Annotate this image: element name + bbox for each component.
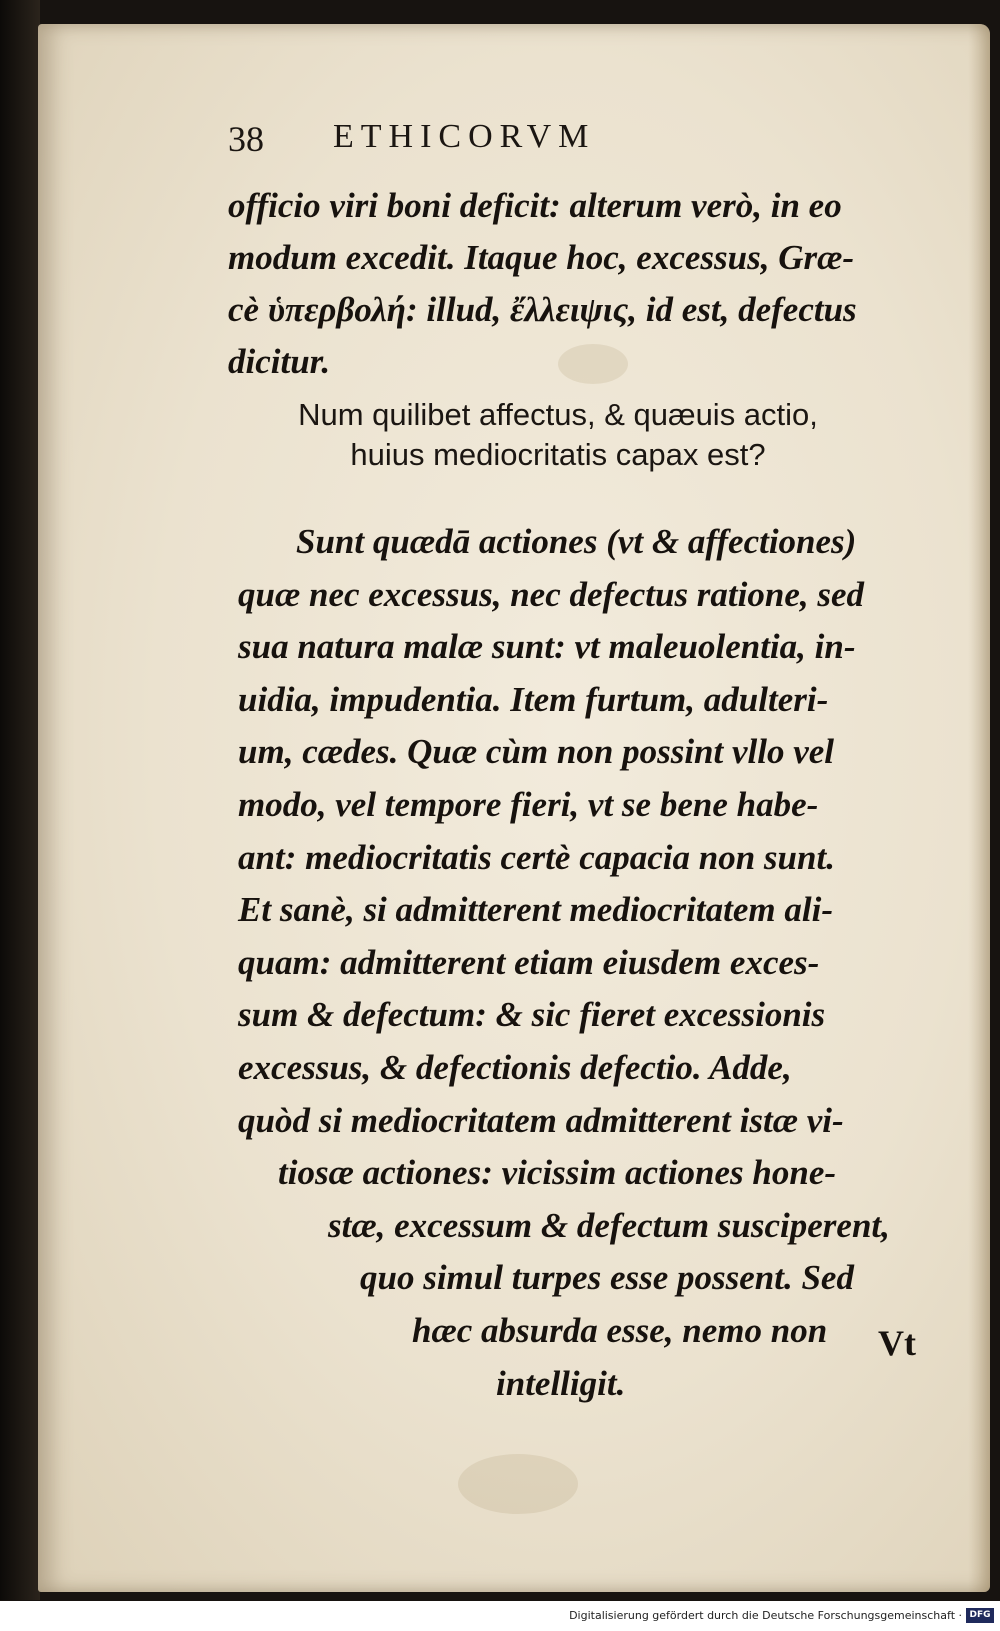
page-number: 38 <box>228 119 264 159</box>
paper-stain <box>458 1454 578 1514</box>
text-line: cè ὑπερβολή: illud, ἔλλειψις, id est, defectus <box>228 290 857 329</box>
text-line: sum & defectum: & sic fieret excessionis <box>238 995 826 1035</box>
text-line: quam: admitterent etiam eiusdem exces- <box>238 942 820 982</box>
text-line: hæc absurda esse, nemo non <box>412 1310 828 1350</box>
page-edge <box>968 24 990 1592</box>
text-line: um, cædes. Quæ cùm non possint vllo vel <box>238 732 835 772</box>
text-line: sua natura malæ sunt: vt maleuolentia, in- <box>238 627 856 667</box>
dfg-logo: DFG <box>966 1608 994 1623</box>
answer-paragraph <box>238 516 898 1410</box>
text-line: excessus, & defectionis defectio. Adde, <box>238 1047 792 1087</box>
paragraph-continuation <box>228 180 868 388</box>
text-line: modum excedit. Itaque hoc, excessus, Græ- <box>228 238 855 277</box>
text-line: officio viri boni deficit: alterum verò, in eo <box>228 186 842 225</box>
running-title: ETHICORVM <box>333 118 596 155</box>
digitization-footer <box>0 1601 1000 1631</box>
text-line: stæ, excessum & defectum susciperent, <box>328 1205 890 1245</box>
text-line: quo simul turpes esse possent. Sed <box>360 1258 854 1298</box>
text-line: tiosæ actiones: vicissim actiones hone- <box>278 1153 837 1193</box>
question-line: Num quilibet affectus, & quæuis actio, <box>298 397 818 432</box>
binding-shadow <box>0 0 40 1600</box>
text-line: quæ nec excessus, nec defectus ratione, sed <box>238 574 865 614</box>
text-line: Sunt quædā actiones (vt & affectiones) <box>296 522 857 561</box>
text-line: dicitur. <box>228 342 331 381</box>
text-line: quòd si mediocritatem admitterent istæ vi- <box>238 1100 844 1140</box>
text-line: modo, vel tempore fieri, vt se bene habe- <box>238 784 819 824</box>
text-line: ant: mediocritatis certè capacia non sunt. <box>238 837 835 877</box>
section-question <box>238 395 878 475</box>
question-line: huius mediocritatis capax est? <box>350 437 766 472</box>
text-line: Et sanè, si admitterent mediocritatem ali- <box>238 890 833 930</box>
text-line: intelligit. <box>496 1363 626 1403</box>
page-header <box>228 118 788 178</box>
catchword: Vt <box>878 1323 916 1363</box>
funding-credit: Digitalisierung gefördert durch die Deutsche Forschungsgemeinschaft · <box>569 1609 962 1622</box>
text-line: uidia, impudentia. Item furtum, adulteri- <box>238 679 829 719</box>
